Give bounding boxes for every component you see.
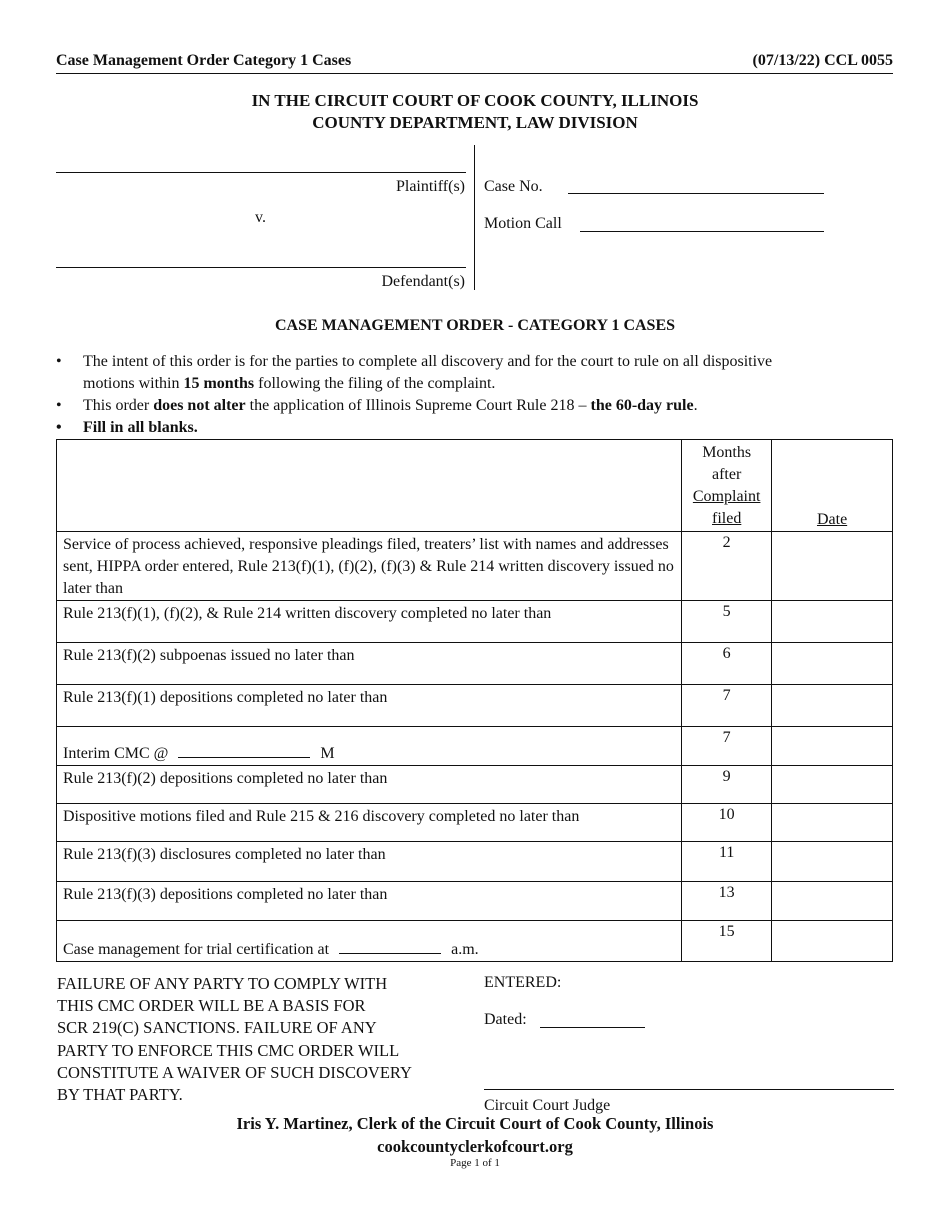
dated-field[interactable] xyxy=(540,1027,645,1028)
header-rule xyxy=(56,73,893,74)
table-row xyxy=(57,882,893,921)
warning-line: CONSTITUTE A WAIVER OF SUCH DISCOVERY xyxy=(57,1062,412,1082)
row-description xyxy=(57,727,682,766)
instruction-bullet-3: • Fill in all blanks. xyxy=(56,419,198,436)
table-row xyxy=(57,766,893,804)
motion-call-field[interactable] xyxy=(580,231,824,232)
page-number: Page 1 of 1 xyxy=(450,1157,500,1169)
bullet3-text: Fill in all blanks. xyxy=(83,419,198,436)
table-row xyxy=(57,532,893,601)
row-months: 9 xyxy=(682,766,772,804)
table-row xyxy=(57,601,893,643)
table-row xyxy=(57,643,893,685)
bullet2-text-c: . xyxy=(693,397,698,414)
warning-line: BY THAT PARTY. xyxy=(57,1085,183,1105)
caption-divider xyxy=(474,145,475,290)
interim-cmc-time-field[interactable] xyxy=(178,743,310,758)
bullet2-bold-1: does not alter xyxy=(153,397,246,414)
bullet2-text-a: This order xyxy=(83,397,154,414)
row-description xyxy=(57,921,682,962)
months-header-2: after xyxy=(712,466,742,483)
interim-cmc-label: Interim CMC @ xyxy=(63,745,169,762)
row-date-cell[interactable] xyxy=(772,921,893,962)
row-description: Rule 213(f)(2) depositions completed no later than xyxy=(57,766,682,804)
form-title: Case Management Order Category 1 Cases xyxy=(56,52,352,69)
warning-line: PARTY TO ENFORCE THIS CMC ORDER WILL xyxy=(57,1040,400,1060)
motion-call-label: Motion Call xyxy=(484,215,562,232)
table-header-row xyxy=(57,440,893,532)
judge-signature-line[interactable] xyxy=(484,1089,894,1090)
case-no-field[interactable] xyxy=(568,193,824,194)
versus-label: v. xyxy=(255,209,266,226)
clerk-website[interactable]: cookcountyclerkofcourt.org xyxy=(377,1137,573,1156)
months-header-4: filed xyxy=(712,510,742,527)
row-months: 10 xyxy=(682,804,772,842)
clerk-name: Iris Y. Martinez, Clerk of the Circuit Court of Cook County, Illinois xyxy=(236,1114,714,1133)
bullet2-text-b: the application of Illinois Supreme Court Rule 218 – xyxy=(245,397,591,414)
instruction-list xyxy=(56,351,896,439)
bullet1-text-b: motions within xyxy=(83,375,184,392)
row-months: 5 xyxy=(682,601,772,643)
months-header xyxy=(682,440,772,532)
row-months: 15 xyxy=(682,921,772,962)
court-name: IN THE CIRCUIT COURT OF COOK COUNTY, ILLINOIS xyxy=(251,91,699,110)
sanctions-warning xyxy=(57,973,412,1106)
defendant-line[interactable] xyxy=(56,267,466,268)
row-months: 2 xyxy=(682,532,772,601)
row-months: 7 xyxy=(682,685,772,727)
interim-cmc-suffix: M xyxy=(320,745,335,762)
table-row xyxy=(57,842,893,882)
row-date-cell[interactable] xyxy=(772,643,893,685)
table-row xyxy=(57,804,893,842)
header-blank-cell xyxy=(57,440,682,532)
instruction-bullet-2: • This order does not alter the application of Illinois Supreme Court Rule 218 – the 60-day rule. xyxy=(56,397,698,414)
order-title: CASE MANAGEMENT ORDER - CATEGORY 1 CASES xyxy=(274,317,676,334)
row-date-cell[interactable] xyxy=(772,532,893,601)
judge-label: Circuit Court Judge xyxy=(484,1097,611,1114)
entered-label: ENTERED: xyxy=(484,974,562,991)
row-description: Rule 213(f)(3) depositions completed no later than xyxy=(57,882,682,921)
table-row xyxy=(57,685,893,727)
trial-cert-label: Case management for trial certification at xyxy=(63,941,330,958)
row-date-cell[interactable] xyxy=(772,766,893,804)
court-division: COUNTY DEPARTMENT, LAW DIVISION xyxy=(312,113,638,132)
date-header xyxy=(772,440,893,532)
row-description: Service of process achieved, responsive pleadings filed, treaters’ list with names and addresses sent, HIPPA order entered, Rule 213(f)(1), (f)(2), (f)(3) & Rule 214 written discovery issued no later than xyxy=(57,532,682,601)
row-date-cell[interactable] xyxy=(772,804,893,842)
trial-cert-suffix: a.m. xyxy=(451,941,479,958)
row-description: Rule 213(f)(1), (f)(2), & Rule 214 written discovery completed no later than xyxy=(57,601,682,643)
row-months: 7 xyxy=(682,727,772,766)
row-date-cell[interactable] xyxy=(772,882,893,921)
bullet1-text-a: The intent of this order is for the parties to complete all discovery and for the court to rule on all dispositive xyxy=(83,353,773,370)
defendant-label: Defendant(s) xyxy=(381,273,465,290)
row-months: 11 xyxy=(682,842,772,882)
row-description: Rule 213(f)(3) disclosures completed no later than xyxy=(57,842,682,882)
warning-line: FAILURE OF ANY PARTY TO COMPLY WITH xyxy=(57,974,388,993)
row-description: Dispositive motions filed and Rule 215 & 216 discovery completed no later than xyxy=(57,804,682,842)
instruction-bullet-1: • The intent of this order is for the parties to complete all discovery and for the court to rule on all dispositive motions within 15 months following the filing of the complaint. xyxy=(56,353,773,392)
bullet1-bold: 15 months xyxy=(183,375,255,392)
table-row xyxy=(57,727,893,766)
row-date-cell[interactable] xyxy=(772,685,893,727)
warning-line: THIS CMC ORDER WILL BE A BASIS FOR xyxy=(57,996,366,1016)
date-header-label: Date xyxy=(816,511,848,528)
row-description: Rule 213(f)(1) depositions completed no later than xyxy=(57,685,682,727)
plaintiff-label: Plaintiff(s) xyxy=(395,178,465,195)
deadline-table xyxy=(56,439,893,962)
form-code: (07/13/22) CCL 0055 xyxy=(752,52,893,69)
bullet1-text-c: following the filing of the complaint. xyxy=(254,375,496,392)
bullet2-bold-2: the 60-day rule xyxy=(590,397,694,414)
row-date-cell[interactable] xyxy=(772,842,893,882)
row-description: Rule 213(f)(2) subpoenas issued no later than xyxy=(57,643,682,685)
plaintiff-line[interactable] xyxy=(56,172,466,173)
row-date-cell[interactable] xyxy=(772,601,893,643)
warning-line: SCR 219(C) SANCTIONS. FAILURE OF ANY xyxy=(57,1018,377,1038)
dated-label: Dated: xyxy=(484,1011,527,1028)
table-row xyxy=(57,921,893,962)
case-no-label: Case No. xyxy=(484,178,543,195)
months-header-1: Months xyxy=(702,444,752,461)
months-header-3: Complaint xyxy=(692,488,761,505)
row-months: 6 xyxy=(682,643,772,685)
row-months: 13 xyxy=(682,882,772,921)
trial-cert-time-field[interactable] xyxy=(339,939,441,954)
row-date-cell[interactable] xyxy=(772,727,893,766)
